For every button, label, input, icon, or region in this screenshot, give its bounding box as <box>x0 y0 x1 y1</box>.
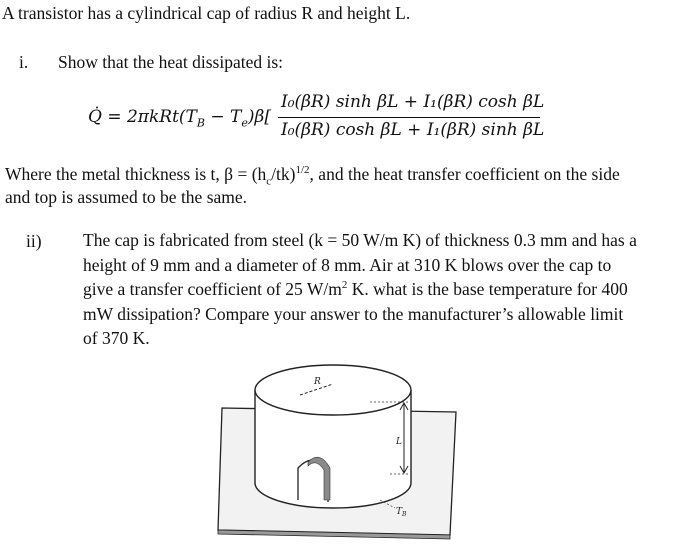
equation-lhs: Q̇ = $2\pi kRt(T_B - T_e)\beta$[ <box>88 107 271 130</box>
part-ii-line-3: give a transfer coefficient of 25 $W/m^2$ K. what is the base temperature for 400 <box>83 279 628 299</box>
part-ii-number: ii) <box>26 231 42 251</box>
part-i-text: Show that the heat dissipated is: <box>58 52 284 72</box>
equation-denominator: I₀(βR) cosh βL + I₁(βR) sinh βL <box>281 120 545 140</box>
intro-text: A transistor has a cylindrical cap of radius R and height L. <box>2 3 411 23</box>
height-label: L <box>396 437 402 447</box>
cap-top <box>255 365 411 415</box>
part-ii-line-4: mW dissipation? Compare your answer to the manufacturer’s allowable limit <box>83 303 624 324</box>
base-temp-label: $T_B$ <box>396 507 407 518</box>
part-i-number: i. <box>19 52 29 72</box>
fraction-bar <box>278 117 540 118</box>
where-line-2: and top is assumed to be the same. <box>5 187 248 207</box>
equation-numerator: I₀(βR) sinh βL + I₁(βR) cosh βL <box>281 92 545 112</box>
part-ii-line-5: of 370 K. <box>83 328 150 348</box>
transistor-cap-figure <box>210 350 460 540</box>
heat-dissipation-equation <box>88 90 558 146</box>
part-ii-line-1: The cap is fabricated from steel (k = 50 W/m K) of thickness 0.3 mm and has a <box>83 230 637 250</box>
transistor-cap-drawing <box>210 350 460 540</box>
where-line-1: Where the metal thickness is t, $\beta = (h_c/tk)^{1/2}$, and the heat transfer coefficient on the side <box>5 164 620 188</box>
radius-label: R <box>314 377 321 387</box>
part-ii-text <box>83 228 683 351</box>
part-ii-line-2: height of 9 mm and a diameter of 8 mm. Air at 310 K blows over the cap to <box>83 254 612 275</box>
